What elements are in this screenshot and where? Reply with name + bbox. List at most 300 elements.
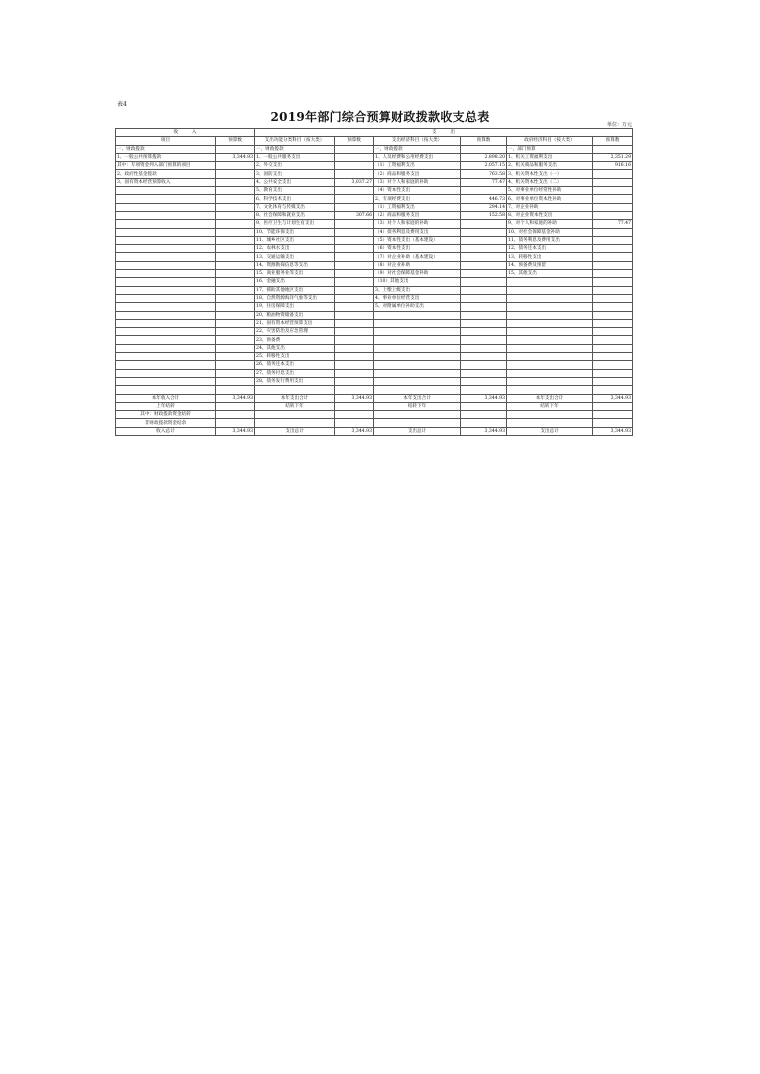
budget-cell: [593, 261, 633, 269]
table-row: [116, 178, 633, 186]
budget-cell: [461, 145, 507, 153]
item-cell: [374, 377, 461, 385]
budget-cell: [461, 286, 507, 294]
table-label: 表4: [117, 101, 127, 108]
budget-cell: [335, 411, 374, 419]
budget-cell: 3,344.93: [216, 153, 255, 161]
budget-cell: [335, 187, 374, 195]
item-cell: [116, 344, 216, 352]
item-cell: 9、医疗卫生与计划生育支出: [255, 220, 335, 228]
budget-cell: [593, 344, 633, 352]
item-cell: [507, 286, 593, 294]
item-cell: （9）对社会保障基金补助: [374, 270, 461, 278]
col-budget-header: 预算数: [216, 137, 255, 145]
budget-cell: [461, 319, 507, 327]
item-cell: [374, 386, 461, 394]
budget-cell: 294.14: [461, 203, 507, 211]
budget-cell: [593, 411, 633, 419]
item-cell: [507, 294, 593, 302]
budget-cell: [216, 236, 255, 244]
budget-cell: 763.58: [461, 170, 507, 178]
item-cell: [507, 377, 593, 385]
item-cell: 收入总计: [116, 427, 216, 435]
budget-cell: 2,057.15: [461, 162, 507, 170]
item-cell: [507, 386, 593, 394]
item-cell: 上年结转: [116, 402, 216, 410]
item-cell: 15、其他支出: [507, 270, 593, 278]
budget-cell: [335, 145, 374, 153]
item-cell: 结转下年: [374, 402, 461, 410]
item-cell: （6）资本性支出: [374, 245, 461, 253]
budget-cell: [593, 303, 633, 311]
item-cell: 18、自然资源海洋气象等支出: [255, 294, 335, 302]
item-cell: 13、交通运输支出: [255, 253, 335, 261]
budget-cell: 2,351.29: [593, 153, 633, 161]
item-cell: （1）工资福利支出: [374, 162, 461, 170]
item-cell: 9、对个人和家庭的补助: [507, 220, 593, 228]
col-econ-header: 支出经济科目（按大类）: [374, 137, 461, 145]
budget-cell: [461, 369, 507, 377]
budget-cell: [335, 353, 374, 361]
item-cell: [116, 203, 216, 211]
budget-cell: [461, 419, 507, 427]
budget-cell: [593, 145, 633, 153]
table-row: [116, 261, 633, 269]
budget-cell: [216, 402, 255, 410]
item-cell: 1、人员经费和公用经费支出: [374, 153, 461, 161]
budget-cell: 3,344.93: [216, 394, 255, 402]
budget-cell: [216, 187, 255, 195]
budget-cell: [335, 220, 374, 228]
table-row: [116, 187, 633, 195]
table-row: [116, 286, 633, 294]
item-cell: 2、机关商品和服务支出: [507, 162, 593, 170]
col-budget-header: 预算数: [461, 137, 507, 145]
total-row: [116, 419, 633, 427]
item-cell: [374, 419, 461, 427]
item-cell: 10、节能环保支出: [255, 228, 335, 236]
table-row: [116, 353, 633, 361]
budget-cell: [335, 311, 374, 319]
item-cell: （8）对企业补助: [374, 261, 461, 269]
total-row: [116, 402, 633, 410]
budget-cell: [216, 311, 255, 319]
budget-cell: [593, 270, 633, 278]
budget-cell: [593, 236, 633, 244]
item-cell: （3）对个人和家庭的补助: [374, 220, 461, 228]
budget-cell: [593, 286, 633, 294]
table-row: [116, 294, 633, 302]
item-cell: [255, 419, 335, 427]
table-row: [116, 278, 633, 286]
table-row: [116, 270, 633, 278]
budget-cell: [593, 361, 633, 369]
item-cell: [374, 344, 461, 352]
item-cell: 支出总计: [255, 427, 335, 435]
budget-cell: [461, 411, 507, 419]
budget-cell: [335, 236, 374, 244]
item-cell: 非财政拨款资金结余: [116, 419, 216, 427]
budget-cell: [216, 261, 255, 269]
item-cell: （4）债务利息及费用支出: [374, 228, 461, 236]
table-row: [116, 377, 633, 385]
budget-cell: 446.73: [461, 195, 507, 203]
item-cell: 本年支出合计: [507, 394, 593, 402]
item-cell: 28、债务发行费用支出: [255, 377, 335, 385]
item-cell: 11、城乡社区支出: [255, 236, 335, 244]
item-cell: 13、转移性支出: [507, 253, 593, 261]
budget-cell: [335, 170, 374, 178]
col-gov-econ-header: 政府经济科目（按大类）: [507, 137, 593, 145]
budget-cell: [593, 178, 633, 186]
budget-cell: [593, 419, 633, 427]
item-cell: 3、上缴上级支出: [374, 286, 461, 294]
item-cell: [116, 278, 216, 286]
unit-label: 单位：万元: [606, 122, 632, 128]
item-cell: 2、政府性基金拨款: [116, 170, 216, 178]
table-row: [116, 228, 633, 236]
budget-cell: [461, 187, 507, 195]
item-cell: [255, 386, 335, 394]
budget-cell: [335, 336, 374, 344]
item-cell: 23、预备费: [255, 336, 335, 344]
item-cell: （3）对个人和家庭的补助: [374, 178, 461, 186]
item-cell: （5）资本性支出（基本建设）: [374, 236, 461, 244]
budget-cell: [216, 411, 255, 419]
item-cell: （2）商品和服务支出: [374, 211, 461, 219]
table-row: [116, 220, 633, 228]
budget-cell: [335, 286, 374, 294]
budget-cell: 3,344.93: [593, 427, 633, 435]
header-row-groups: [116, 129, 633, 137]
budget-cell: [593, 253, 633, 261]
total-row: [116, 394, 633, 402]
table-row: [116, 328, 633, 336]
budget-cell: [593, 278, 633, 286]
budget-cell: [461, 294, 507, 302]
item-cell: 5、对事业单位经常性补助: [507, 187, 593, 195]
item-cell: [116, 220, 216, 228]
budget-cell: [216, 386, 255, 394]
item-cell: [374, 336, 461, 344]
budget-cell: [593, 294, 633, 302]
budget-cell: [593, 377, 633, 385]
item-cell: [374, 311, 461, 319]
item-cell: 26、债务还本支出: [255, 361, 335, 369]
budget-cell: [461, 361, 507, 369]
item-cell: 一、财政拨款: [255, 145, 335, 153]
table-row: [116, 211, 633, 219]
budget-cell: [335, 162, 374, 170]
item-cell: 12、债务还本支出: [507, 245, 593, 253]
item-cell: [116, 211, 216, 219]
item-cell: 本年支出合计: [374, 394, 461, 402]
budget-cell: [335, 369, 374, 377]
item-cell: 8、对企业资本性支出: [507, 211, 593, 219]
budget-cell: [216, 211, 255, 219]
item-cell: 17、援助其他地区支出: [255, 286, 335, 294]
budget-cell: 2,898.20: [461, 153, 507, 161]
item-cell: 8、社会保障和就业支出: [255, 211, 335, 219]
budget-cell: [593, 187, 633, 195]
item-cell: （1）工资福利支出: [374, 203, 461, 211]
budget-cell: [335, 328, 374, 336]
budget-cell: [335, 195, 374, 203]
budget-cell: [216, 419, 255, 427]
budget-cell: [593, 245, 633, 253]
budget-cell: [461, 377, 507, 385]
table-row: [116, 245, 633, 253]
budget-cell: [335, 377, 374, 385]
item-cell: 本年收入合计: [116, 394, 216, 402]
item-cell: 21、国有资本经营预算支出: [255, 319, 335, 327]
item-cell: 22、灾害防治及应急管理: [255, 328, 335, 336]
item-cell: [116, 187, 216, 195]
item-cell: 1、一般公共预算拨款: [116, 153, 216, 161]
table-row: [116, 203, 633, 211]
item-cell: [507, 328, 593, 336]
item-cell: [507, 411, 593, 419]
table-row: [116, 386, 633, 394]
budget-cell: 916.16: [593, 162, 633, 170]
budget-cell: [461, 402, 507, 410]
budget-cell: [335, 402, 374, 410]
budget-cell: [335, 419, 374, 427]
budget-cell: [461, 228, 507, 236]
budget-cell: [216, 319, 255, 327]
page-title: 2019年部门综合预算财政拨款收支总表: [270, 110, 490, 124]
item-cell: 19、住房保障支出: [255, 303, 335, 311]
budget-cell: [335, 361, 374, 369]
item-cell: 10、对社会保障基金补助: [507, 228, 593, 236]
table-row: [116, 336, 633, 344]
budget-cell: [335, 303, 374, 311]
budget-cell: 3,344.93: [216, 427, 255, 435]
budget-cell: [461, 220, 507, 228]
budget-cell: [216, 178, 255, 186]
item-cell: [374, 361, 461, 369]
item-cell: 一、财政拨款: [374, 145, 461, 153]
item-cell: 其中：财政拨款资金结转: [116, 411, 216, 419]
budget-cell: [216, 286, 255, 294]
item-cell: [507, 361, 593, 369]
budget-cell: 3,344.93: [461, 394, 507, 402]
item-cell: [116, 195, 216, 203]
item-cell: 其中：专项资金列入部门预算的项目: [116, 162, 216, 170]
item-cell: [116, 270, 216, 278]
item-cell: 结转下年: [255, 402, 335, 410]
item-cell: 7、对企业补助: [507, 203, 593, 211]
budget-cell: [216, 270, 255, 278]
budget-cell: [461, 353, 507, 361]
item-cell: [116, 245, 216, 253]
budget-cell: 3,344.93: [335, 394, 374, 402]
item-cell: [507, 303, 593, 311]
item-cell: （10）其他支出: [374, 278, 461, 286]
budget-cell: [216, 303, 255, 311]
item-cell: 3、国防支出: [255, 170, 335, 178]
item-cell: 6、对事业单位资本性补助: [507, 195, 593, 203]
item-cell: 5、教育支出: [255, 187, 335, 195]
budget-cell: [216, 245, 255, 253]
item-cell: 一、财政拨款: [116, 145, 216, 153]
item-cell: [116, 336, 216, 344]
budget-cell: [461, 328, 507, 336]
budget-cell: [461, 311, 507, 319]
budget-cell: [461, 270, 507, 278]
table-row: [116, 253, 633, 261]
item-cell: 4、公共安全支出: [255, 178, 335, 186]
budget-cell: [335, 278, 374, 286]
item-cell: [507, 419, 593, 427]
item-cell: 3、机关资本性支出（一）: [507, 170, 593, 178]
budget-cell: [216, 162, 255, 170]
budget-cell: [335, 245, 374, 253]
col-item-header: 项目: [116, 137, 216, 145]
budget-cell: [593, 228, 633, 236]
budget-cell: 3,344.93: [593, 394, 633, 402]
item-cell: 结转下年: [507, 402, 593, 410]
budget-cell: [335, 386, 374, 394]
budget-cell: 307.66: [335, 211, 374, 219]
item-cell: 4、机关资本性支出（二）: [507, 178, 593, 186]
table-row: [116, 319, 633, 327]
table-row: [116, 303, 633, 311]
item-cell: 1、机关工资福利支出: [507, 153, 593, 161]
budget-cell: 77.47: [461, 178, 507, 186]
budget-cell: [593, 195, 633, 203]
item-cell: [116, 386, 216, 394]
item-cell: 5、对附属单位补助支出: [374, 303, 461, 311]
item-cell: 12、农林水支出: [255, 245, 335, 253]
budget-cell: 77.47: [593, 220, 633, 228]
budget-cell: [216, 170, 255, 178]
item-cell: [507, 369, 593, 377]
budget-cell: 3,344.93: [335, 427, 374, 435]
budget-cell: [461, 253, 507, 261]
item-cell: [116, 261, 216, 269]
item-cell: 14、预备费及预留: [507, 261, 593, 269]
budget-cell: [216, 336, 255, 344]
item-cell: [116, 311, 216, 319]
budget-cell: [216, 361, 255, 369]
table-row: [116, 170, 633, 178]
item-cell: [116, 303, 216, 311]
budget-cell: [216, 353, 255, 361]
item-cell: [116, 353, 216, 361]
col-func-header: 支出功能分类科目（按大类）: [255, 137, 335, 145]
item-cell: 2、专项经费支出: [374, 195, 461, 203]
item-cell: [116, 236, 216, 244]
item-cell: [374, 411, 461, 419]
item-cell: 一、部门预算: [507, 145, 593, 153]
budget-table: [115, 128, 633, 436]
budget-cell: [335, 261, 374, 269]
budget-cell: [461, 245, 507, 253]
table-row: [116, 311, 633, 319]
item-cell: [116, 294, 216, 302]
item-cell: 14、资源勘探信息等支出: [255, 261, 335, 269]
budget-cell: [461, 261, 507, 269]
item-cell: [116, 369, 216, 377]
item-cell: 24、其他支出: [255, 344, 335, 352]
budget-cell: [216, 220, 255, 228]
budget-cell: [461, 303, 507, 311]
budget-cell: [216, 228, 255, 236]
table-row: [116, 162, 633, 170]
col-budget-header: 预算数: [593, 137, 633, 145]
item-cell: （4）资本性支出: [374, 187, 461, 195]
budget-cell: [216, 344, 255, 352]
item-cell: [116, 253, 216, 261]
item-cell: [116, 328, 216, 336]
budget-cell: [593, 319, 633, 327]
item-cell: 27、债务付息支出: [255, 369, 335, 377]
budget-cell: [216, 145, 255, 153]
budget-cell: [216, 253, 255, 261]
budget-cell: [593, 336, 633, 344]
budget-cell: [216, 377, 255, 385]
item-cell: （7）对企业补助（基本建设）: [374, 253, 461, 261]
table-row: [116, 369, 633, 377]
item-cell: [374, 328, 461, 336]
item-cell: 3、国有资本经营预算收入: [116, 178, 216, 186]
item-cell: 15、商业服务业等支出: [255, 270, 335, 278]
item-cell: 11、债务利息及费用支出: [507, 236, 593, 244]
budget-cell: [216, 195, 255, 203]
item-cell: [507, 311, 593, 319]
item-cell: [507, 353, 593, 361]
item-cell: 2、外交支出: [255, 162, 335, 170]
budget-cell: [335, 294, 374, 302]
item-cell: 20、粮油物资储备支出: [255, 311, 335, 319]
budget-cell: [593, 386, 633, 394]
table-row: [116, 361, 633, 369]
table-row: [116, 236, 633, 244]
budget-cell: [335, 270, 374, 278]
budget-cell: [216, 203, 255, 211]
budget-cell: [593, 353, 633, 361]
table-row: [116, 344, 633, 352]
budget-cell: [335, 253, 374, 261]
item-cell: 本年支出合计: [255, 394, 335, 402]
item-cell: 支出总计: [507, 427, 593, 435]
table-row: [116, 145, 633, 153]
budget-cell: [593, 402, 633, 410]
item-cell: 6、科学技术支出: [255, 195, 335, 203]
header-row-columns: [116, 137, 633, 145]
budget-cell: [461, 386, 507, 394]
item-cell: 支出总计: [374, 427, 461, 435]
budget-cell: [461, 236, 507, 244]
item-cell: 7、文化体育与传媒支出: [255, 203, 335, 211]
budget-cell: [335, 203, 374, 211]
item-cell: [116, 228, 216, 236]
budget-cell: [216, 369, 255, 377]
budget-cell: [335, 344, 374, 352]
budget-cell: 3,344.93: [461, 427, 507, 435]
budget-cell: [593, 311, 633, 319]
total-row: [116, 411, 633, 419]
item-cell: （2）商品和服务支出: [374, 170, 461, 178]
budget-cell: 152.58: [461, 211, 507, 219]
budget-cell: [335, 153, 374, 161]
col-budget-header: 预算数: [335, 137, 374, 145]
item-cell: [507, 278, 593, 286]
budget-cell: [461, 344, 507, 352]
item-cell: 16、金融支出: [255, 278, 335, 286]
item-cell: [116, 377, 216, 385]
